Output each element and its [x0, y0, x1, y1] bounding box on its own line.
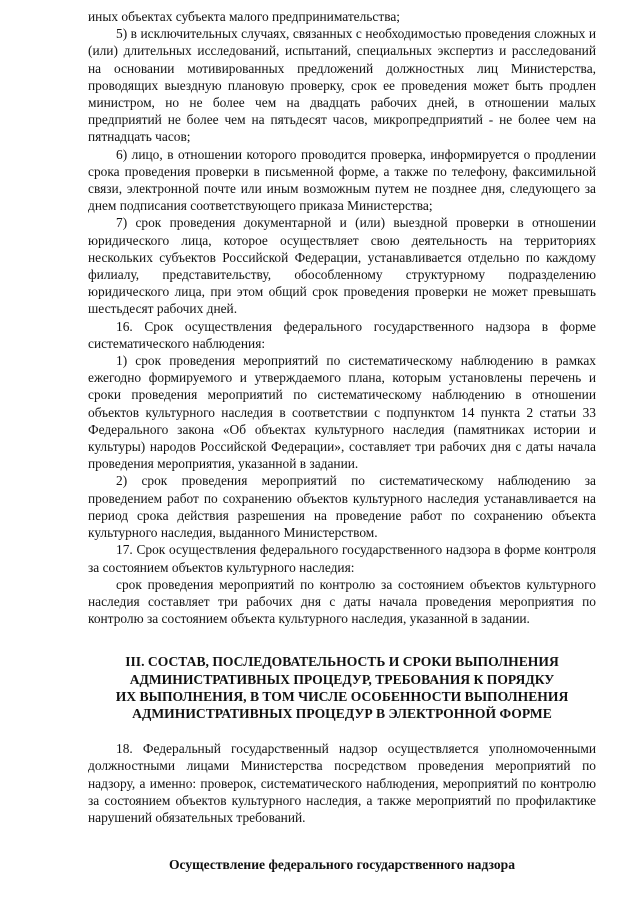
document-page — [88, 8, 596, 873]
section-heading-line: АДМИНИСТРАТИВНЫХ ПРОЦЕДУР, ТРЕБОВАНИЯ К ПОРЯДКУ — [129, 671, 555, 687]
paragraph-continuation: иных объектах субъекта малого предпринимательства; — [88, 9, 401, 24]
section-heading-line: ИХ ВЫПОЛНЕНИЯ, В ТОМ ЧИСЛЕ ОСОБЕННОСТИ ВЫПОЛНЕНИЯ — [115, 688, 569, 704]
paragraph-item-6: 6) лицо, в отношении которого проводится проверка, информируется о продлении срока проведения проверки в письменной форме, а также по телефону, факсимильной связи, электронной почте или иным возможным путем не позднее дня, следующего за днем подписания соответствующего приказа Министерства; — [88, 146, 596, 214]
paragraph-18: 18. Федеральный государственный надзор осуществляется уполномоченными должностными лицами Министерства посредством проведения мероприятий по надзору, а именно: проверок, систематического наблюдения, мероприятий по контролю за состоянием объектов культурного наследия, а также мероприятий по профилактике нарушений обязательных требований. — [88, 741, 596, 825]
paragraph-17-body: срок проведения мероприятий по контролю за состоянием объектов культурного наследия составляет три рабочих дня с даты начала проведения мероприятия по контролю за состоянием объекта культурного наследия, указанной в задании. — [88, 576, 596, 627]
section-heading-line: III. СОСТАВ, ПОСЛЕДОВАТЕЛЬНОСТЬ И СРОКИ ВЫПОЛНЕНИЯ — [125, 654, 559, 670]
section-heading — [88, 653, 596, 722]
subheading: Осуществление федерального государственного надзора — [168, 857, 516, 873]
paragraph-16: 16. Срок осуществления федерального государственного надзора в форме систематического наблюдения: — [88, 318, 596, 351]
paragraph-16-item-1: 1) срок проведения мероприятий по систематическому наблюдению в рамках ежегодно формируемого и утверждаемого плана, которым установлены перечень и сроки проведения мероприятий по систематическому наблюдению в отношении объектов культурного наследия в соответствии с подпунктом 14 пункта 2 статьи 33 Федерального закона «Об объектах культурного наследия (памятниках истории и культуры) народов Российской Федерации», составляет три рабочих дня с даты начала проведения мероприятия, указанной в задании. — [88, 353, 596, 472]
paragraph-item-5: 5) в исключительных случаях, связанных с необходимостью проведения сложных и (или) длительных исследований, испытаний, специальных экспертиз и расследований на основании мотивированных предложений должностных лиц Министерства, проводящих выездную плановую проверку, срок ее проведения может быть продлен министром, но не более чем на двадцать рабочих дней, в отношении малых предприятий не более чем на пятьдесят часов, микропредприятий - не более чем на пятнадцать часов; — [88, 26, 596, 145]
paragraph-item-7: 7) срок проведения документарной и (или) выездной проверки в отношении юридического лица, которое осуществляет свою деятельность на территориях нескольких субъектов Российской Федерации, устанавливается отдельно по каждому филиалу, представительству, обособленному структурному подразделению юридического лица, при этом общий срок проведения проверки не может превышать шестьдесят рабочих дней. — [88, 215, 596, 317]
section-heading-line: АДМИНИСТРАТИВНЫХ ПРОЦЕДУР В ЭЛЕКТРОННОЙ ФОРМЕ — [132, 705, 552, 721]
spacer — [88, 722, 596, 740]
paragraph-16-item-2: 2) срок проведения мероприятий по систематическому наблюдению за проведением работ по сохранению объектов культурного наследия устанавливается на период срока действия разрешения на проведение работ по сохранению объекта культурного наследия, выданного Министерством. — [88, 473, 596, 541]
paragraph-17: 17. Срок осуществления федерального государственного надзора в форме контроля за состоянием объектов культурного наследия: — [88, 542, 596, 575]
